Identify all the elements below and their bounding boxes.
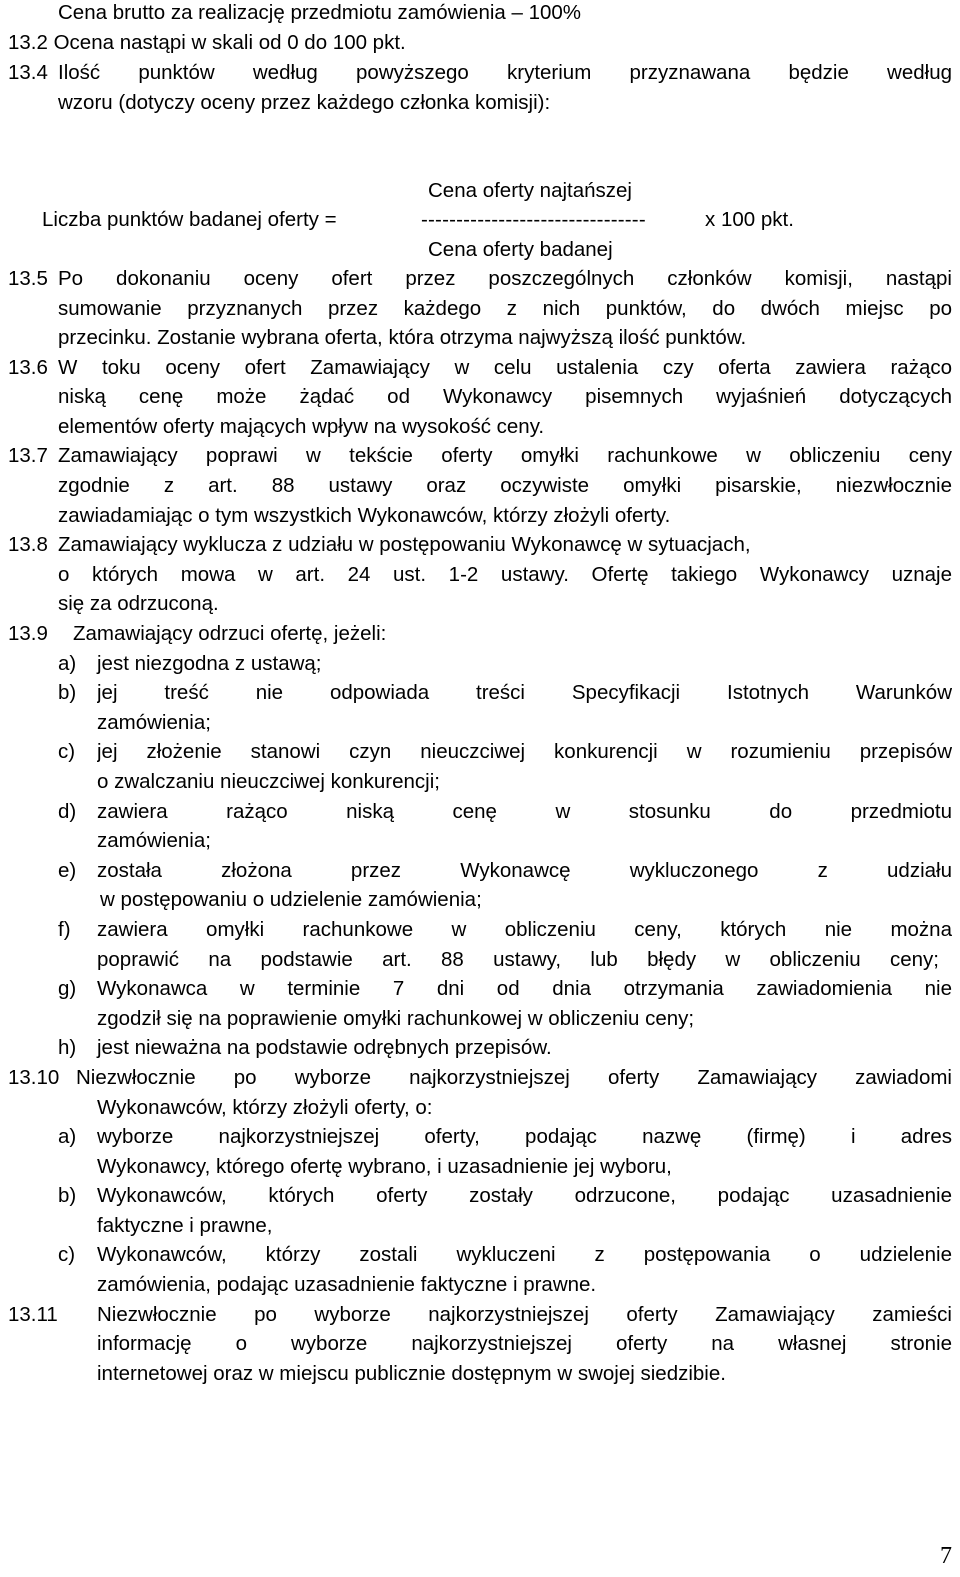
section-13-7-number: 13.7 (8, 444, 48, 467)
section-13-8-number: 13.8 (8, 533, 48, 556)
list-item-line: wyborze najkorzystniejszej oferty, podając nazwę (firmę) i adres (97, 1125, 952, 1148)
formula-fraction-line: -------------------------------- (421, 208, 646, 231)
list-item-line: zawiera omyłki rachunkowe w obliczeniu ceny, których nie można (97, 918, 952, 941)
formula-left: Liczba punktów badanej oferty = (42, 208, 337, 231)
section-13-5-line-3: przecinku. Zostanie wybrana oferta, która otrzyma najwyższą ilość punktów. (58, 326, 747, 349)
list-item-letter: e) (58, 859, 77, 882)
list-item-letter: f) (58, 918, 71, 941)
section-13-10-line-2: Wykonawców, którzy złożyli oferty, o: (97, 1096, 433, 1119)
list-item-line: jest nieważna na podstawie odrębnych przepisów. (97, 1036, 552, 1059)
list-item-line: faktyczne i prawne, (97, 1214, 273, 1237)
list-item-line: Wykonawcy, którego ofertę wybrano, i uzasadnienie jej wyboru, (97, 1155, 672, 1178)
section-13-2: 13.2 Ocena nastąpi w skali od 0 do 100 pkt. (8, 31, 406, 54)
section-13-6-number: 13.6 (8, 356, 48, 379)
section-13-6-line-3: elementów oferty mających wpływ na wysokość ceny. (58, 415, 545, 438)
list-item-line: zamówienia; (97, 829, 211, 852)
formula-denominator: Cena oferty badanej (428, 238, 613, 261)
list-item-letter: c) (58, 740, 76, 763)
list-item-line: została złożona przez Wykonawcę wykluczonego z udziału (97, 859, 952, 882)
list-item-line: jej złożenie stanowi czyn nieuczciwej konkurencji w rozumieniu przepisów (97, 740, 952, 763)
section-13-5-line-2: sumowanie przyznanych przez każdego z nich punktów, do dwóch miejsc po (58, 297, 952, 320)
formula-numerator: Cena oferty najtańszej (428, 179, 632, 202)
section-13-11-line-2: informację o wyborze najkorzystniejszej oferty na własnej stronie (97, 1332, 952, 1355)
list-item-line: zamówienia; (97, 711, 211, 734)
section-13-11-line-3: internetowej oraz w miejscu publicznie dostępnym w swojej siedzibie. (97, 1362, 726, 1385)
section-13-9-number: 13.9 (8, 622, 48, 645)
list-item-line: zgodził się na poprawienie omyłki rachunkowej w obliczeniu ceny; (97, 1007, 695, 1030)
list-item-letter: c) (58, 1243, 76, 1266)
section-13-6-line-2: niską cenę może żądać od Wykonawcy pisemnych wyjaśnień dotyczących (58, 385, 952, 408)
section-13-7-line-3: zawiadamiając o tym wszystkich Wykonawców, którzy złożyli oferty. (58, 504, 671, 527)
section-13-5-number: 13.5 (8, 267, 48, 290)
list-item-line: Wykonawców, którzy zostali wykluczeni z postępowania o udzielenie (97, 1243, 952, 1266)
list-item-letter: a) (58, 1125, 77, 1148)
section-13-9-intro: Zamawiający odrzuci ofertę, jeżeli: (73, 622, 387, 645)
section-13-5-line-1: Po dokonaniu oceny ofert przez poszczególnych członków komisji, nastąpi (58, 267, 952, 290)
section-13-11-number: 13.11 (8, 1303, 58, 1326)
formula-right: x 100 pkt. (705, 208, 794, 231)
price-criterion-line: Cena brutto za realizację przedmiotu zamówienia – 100% (58, 1, 582, 24)
section-13-8-line-3: się za odrzuconą. (58, 592, 219, 615)
section-13-10-number: 13.10 (8, 1066, 60, 1089)
list-item-line: Wykonawca w terminie 7 dni od dnia otrzymania zawiadomienia nie (97, 977, 952, 1000)
section-13-4-line-2: wzoru (dotyczy oceny przez każdego członka komisji): (58, 91, 551, 114)
list-item-letter: a) (58, 652, 77, 675)
section-13-7-line-1: Zamawiający poprawi w tekście oferty omyłki rachunkowe w obliczeniu ceny (58, 444, 952, 467)
section-13-4-number: 13.4 (8, 61, 48, 84)
section-13-8-line-1: Zamawiający wyklucza z udziału w postępowaniu Wykonawcę w sytuacjach, (58, 533, 751, 556)
section-13-7-line-2: zgodnie z art. 88 ustawy oraz oczywiste omyłki pisarskie, niezwłocznie (58, 474, 952, 497)
list-item-line: o zwalczaniu nieuczciwej konkurencji; (97, 770, 440, 793)
list-item-letter: b) (58, 1184, 77, 1207)
list-item-line: jest niezgodna z ustawą; (97, 652, 322, 675)
list-item-line: Wykonawców, których oferty zostały odrzucone, podając uzasadnienie (97, 1184, 952, 1207)
section-13-8-line-2: o których mowa w art. 24 ust. 1-2 ustawy. Ofertę takiego Wykonawcy uznaje (58, 563, 952, 586)
list-item-letter: g) (58, 977, 77, 1000)
list-item-letter: h) (58, 1036, 77, 1059)
section-13-6-line-1: W toku oceny ofert Zamawiający w celu ustalenia czy oferta zawiera rażąco (58, 356, 952, 379)
list-item-letter: d) (58, 800, 77, 823)
list-item-line: poprawić na podstawie art. 88 ustawy, lub błędy w obliczeniu ceny; (97, 948, 939, 971)
section-13-11-line-1: Niezwłocznie po wyborze najkorzystniejszej oferty Zamawiający zamieści (97, 1303, 952, 1326)
list-item-line: w postępowaniu o udzielenie zamówienia; (100, 888, 482, 911)
list-item-line: zamówienia, podając uzasadnienie faktyczne i prawne. (97, 1273, 597, 1296)
section-13-10-line-1: Niezwłocznie po wyborze najkorzystniejszej oferty Zamawiający zawiadomi (76, 1066, 952, 1089)
page-number: 7 (940, 1543, 952, 1569)
list-item-line: zawiera rażąco niską cenę w stosunku do przedmiotu (97, 800, 952, 823)
list-item-letter: b) (58, 681, 77, 704)
list-item-line: jej treść nie odpowiada treści Specyfikacji Istotnych Warunków (97, 681, 952, 704)
section-13-4-line-1: Ilość punktów według powyższego kryterium przyznawana będzie według (58, 61, 952, 84)
